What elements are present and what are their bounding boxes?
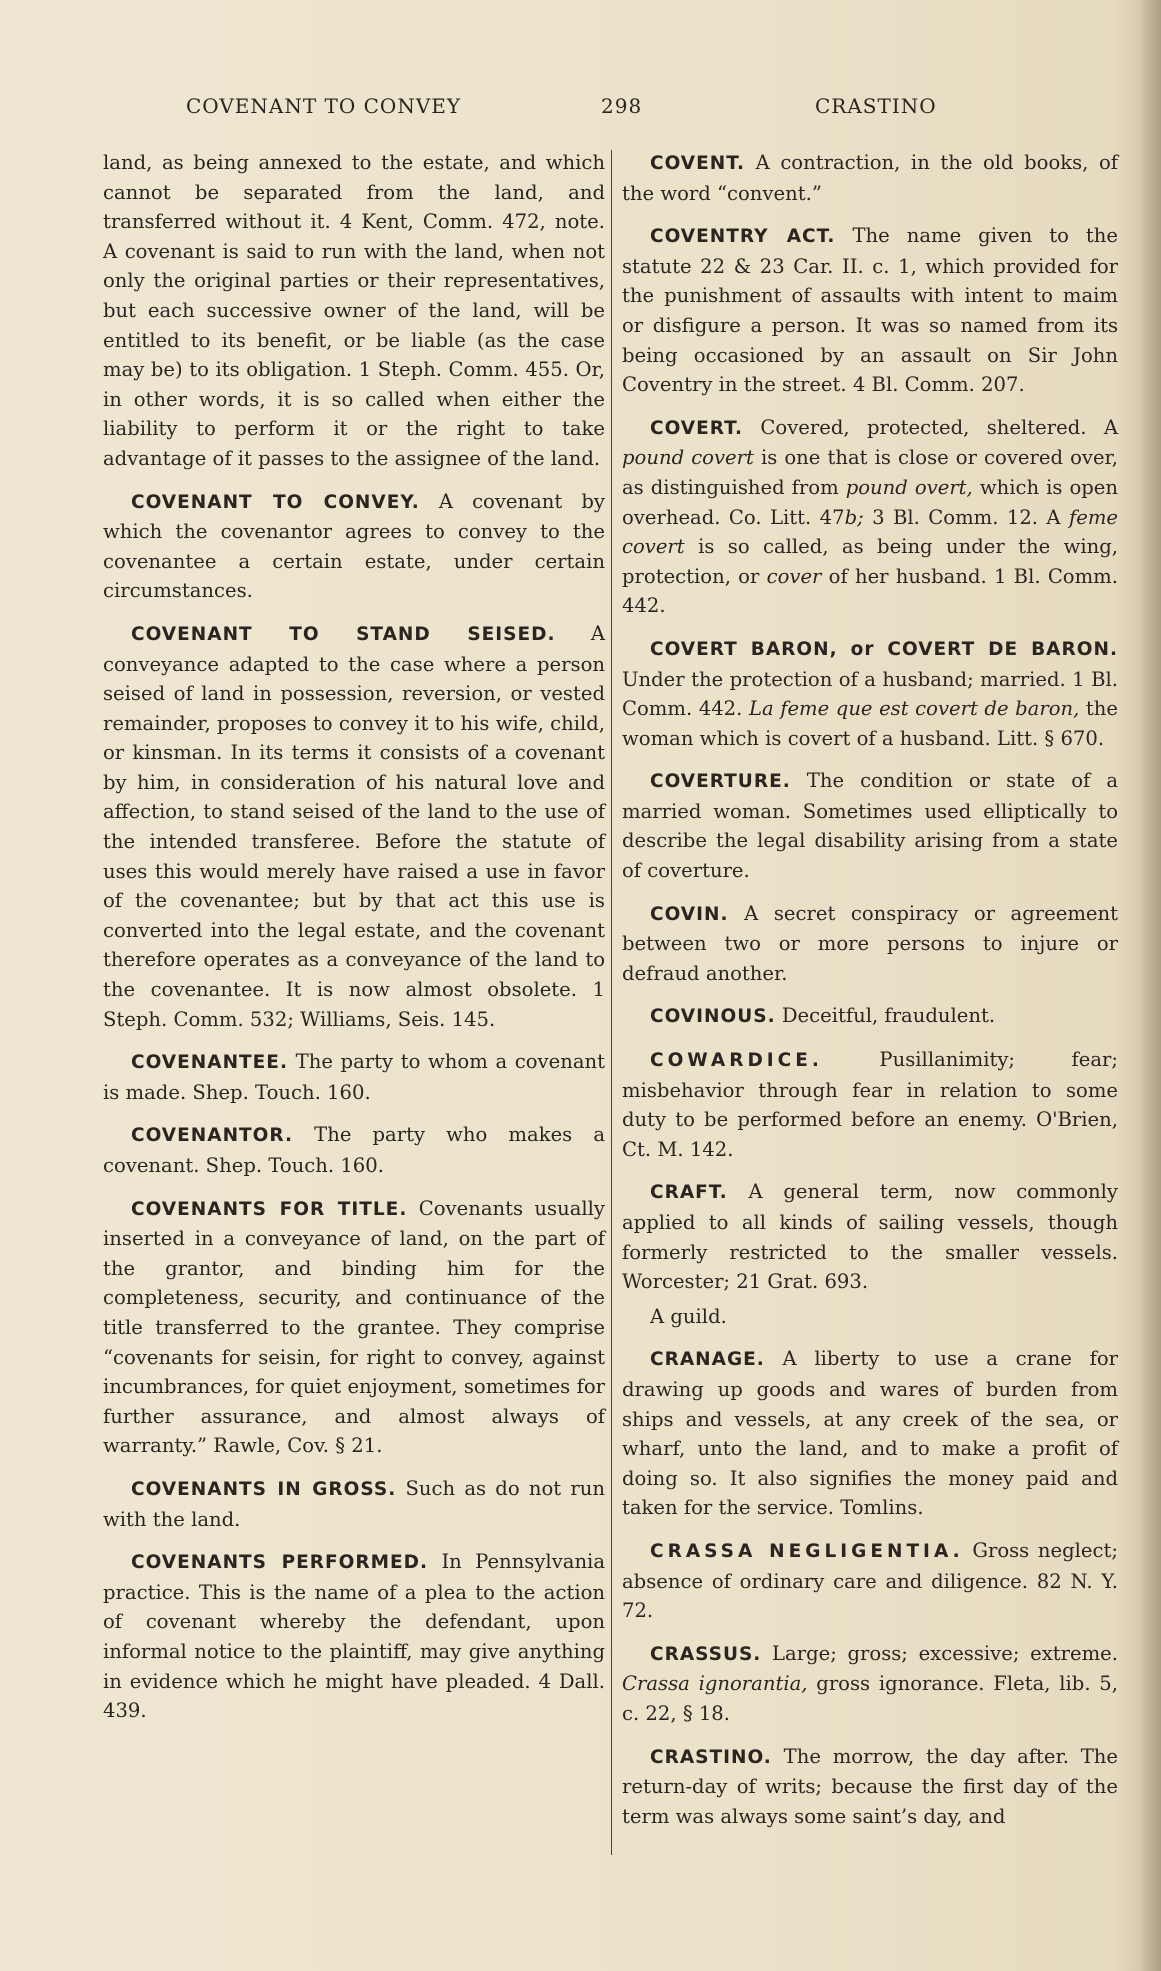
entry-crassus <box>622 1639 1118 1729</box>
entry-headword: CRASSA NEGLIGENTIA. <box>650 1540 964 1562</box>
entry-covenants-in-gross <box>103 1474 605 1534</box>
entry-covenants-for-title <box>103 1194 605 1461</box>
header-right-guide-word: CRASTINO <box>815 94 937 118</box>
entry-italic-term: pound covert <box>622 446 754 470</box>
entry-text: Under the protection of a husband; married. 1 Bl. Comm. 442. <box>622 667 1118 721</box>
entry-coventry-act <box>622 221 1118 400</box>
entry-italic-term: feme covert <box>622 505 1118 559</box>
entry-text: land, as being annexed to the estate, and which cannot be separated from the land, and transferred without it. 4 Kent, Comm. 472, note. A covenant is said to run with the land, when not only the original parties or their representatives, but each successive owner of the land, will be entitled to its benefit, or be liable (as the case may be) to its obligation. 1 Steph. Comm. 455. Or, in other words, it is so called when either the liability to perform it or the right to take advantage of it passes to the assignee of the land. <box>103 151 605 470</box>
entry-covert-baron <box>622 634 1118 753</box>
entry-craft-sense-2 <box>622 1302 1118 1332</box>
entry-headword: COVERT. <box>650 417 744 439</box>
entry-headword: COVENANTS PERFORMED. <box>131 1552 429 1574</box>
right-column <box>622 148 1118 1844</box>
entry-headword: COVENT. <box>650 153 746 174</box>
entry-text: is so called, as being under the wing, protection, or <box>622 535 1118 588</box>
entry-italic-term: pound overt, <box>845 475 973 499</box>
entry-text: A liberty to use a crane for drawing up goods and wares of burden from ships and vessels, at any creek of the sea, or wharf, unto the land, and to make a profit of doing so. It also signifies the money paid and taken for the service. Tomlins. <box>622 1347 1118 1520</box>
entry-italic-term: La feme que est covert de baron, <box>748 697 1080 721</box>
entry-coverture <box>622 766 1118 885</box>
entry-cowardice <box>622 1045 1118 1164</box>
entry-headword: COVINOUS. <box>650 1006 776 1028</box>
entry-headword: CRASSUS. <box>650 1643 762 1665</box>
entry-italic-term: Crassa ignorantia, <box>622 1672 808 1696</box>
entry-text: The condition or state of a married woman. Sometimes used elliptically to describe the legal disability arising from a state of coverture. <box>622 769 1118 883</box>
entry-headword: COWARDICE. <box>650 1050 823 1072</box>
entry-headword: COVENANTOR. <box>131 1125 294 1147</box>
entry-headword: COVENTRY ACT. <box>650 226 836 248</box>
page-edge-shadow <box>1139 0 1161 1971</box>
entry-covenant-to-convey <box>103 487 605 606</box>
entry-covenantor <box>103 1120 605 1180</box>
entry-text: The party who makes a covenant. Shep. Touch. 160. <box>103 1123 605 1177</box>
entry-headword: COVENANTS FOR TITLE. <box>131 1198 408 1220</box>
entry-text: Deceitful, fraudulent. <box>781 1004 996 1028</box>
header-left-guide-word: COVENANT TO CONVEY <box>186 94 462 118</box>
entry-crassa-negligentia <box>622 1536 1118 1626</box>
entry-text: The morrow, the day after. The return-day of writs; because the first day of the term was always some saint’s day, and <box>622 1744 1119 1828</box>
entry-covert <box>622 413 1118 621</box>
entry-crastino <box>622 1742 1118 1832</box>
entry-text: A general term, now commonly applied to all kinds of sailing vessels, though formerly restricted to the smaller vessels. Worcester; 21 Grat. 693. <box>622 1180 1118 1294</box>
entry-headword: COVENANTEE. <box>131 1052 288 1074</box>
entry-text: 3 Bl. Comm. 12. A <box>863 505 1069 529</box>
entry-headword: COVIN. <box>650 903 729 925</box>
entry-text: A contraction, in the old books, of the word “convent.” <box>622 151 1118 205</box>
entry-text: Covenants usually inserted in a conveyance of land, on the part of the grantor, and binding him for the completeness, security, and continuance of the title transferred to the grantee. They comprise “covenants for seisin, for right to convey, against incumbrances, for quiet enjoyment, sometimes for further assurance, and almost always of warranty.” Rawle, Cov. § 21. <box>103 1196 606 1458</box>
entry-headword: CRANAGE. <box>650 1349 765 1371</box>
entry-cranage <box>622 1344 1118 1523</box>
entry-headword: COVERT BARON, or COVERT DE BARON. <box>650 638 1118 660</box>
entry-text: Pusillanimity; fear; misbehavior through fear in relation to some duty to be performed before an enemy. O'Brien, Ct. M. 142. <box>622 1048 1119 1161</box>
entry-covinous <box>622 1001 1118 1032</box>
entry-headword: COVENANT TO STAND SEISED. <box>131 623 556 645</box>
entry-covin <box>622 899 1118 989</box>
entry-headword: COVENANTS IN GROSS. <box>131 1478 397 1500</box>
entry-text: The party to whom a covenant is made. Shep. Touch. 160. <box>103 1050 606 1104</box>
entry-headword: CRASTINO. <box>650 1746 772 1768</box>
entry-text: A covenant by which the covenantor agrees to convey to the covenantee a certain estate, under certain circumstances. <box>103 489 606 603</box>
entry-text: A conveyance adapted to the case where a person seised of land in possession, reversion, or vested remainder, proposes to convey it to his wife, child, or kinsman. In its terms it consists of a covenant by him, in consideration of his natural love and affection, to stand seised of the land to the use of the intended transferee. Before the statute of uses this would merely have raised a use in favor of the covenantee; but by that act this use is converted into the legal estate, and the covenant therefore operates as a conveyance of the land to the covenantee. It is now almost obsolete. 1 Steph. Comm. 532; Williams, Seis. 145. <box>103 621 606 1031</box>
column-divider <box>611 150 612 1855</box>
entry-text: Such as do not run with the land. <box>103 1476 605 1531</box>
entry-text: A secret conspiracy or agreement between two or more persons to injure or defraud another. <box>622 901 1119 985</box>
entry-covenantee <box>103 1047 605 1107</box>
entry-italic-term: cover <box>766 564 822 588</box>
left-column <box>103 148 605 1739</box>
entry-headword: CRAFT. <box>650 1182 728 1204</box>
entry-text: A guild. <box>650 1304 727 1328</box>
entry-text: In Pennsylvania practice. This is the name of a plea to the action of covenant whereby the defendant, upon informal notice to the plaintiff, may give anything in evidence which he might have pleaded. 4 Dall. 439. <box>103 1550 606 1723</box>
entry-text: Gross neglect; absence of ordinary care and diligence. 82 N. Y. 72. <box>622 1538 1118 1623</box>
entry-craft <box>622 1177 1118 1296</box>
entry-italic-term: b; <box>844 505 864 529</box>
entry-headword: COVENANT TO CONVEY. <box>131 491 420 513</box>
entry-text: the woman which is covert of a husband. Litt. § 670. <box>622 697 1118 750</box>
entry-covenant-to-stand-seised <box>103 619 605 1034</box>
entry-headword: COVERTURE. <box>650 771 791 793</box>
running-header <box>0 94 1161 124</box>
entry-covenant-running-continued <box>103 148 605 474</box>
entry-text: Large; gross; excessive; extreme. <box>772 1641 1118 1665</box>
entry-covent <box>622 148 1118 208</box>
entry-text: gross ignorance. Fleta, lib. 5, c. 22, § 18. <box>622 1672 1118 1725</box>
entry-text: The name given to the statute 22 & 23 Car. II. c. 1, which provided for the punishment of assaults with intent to maim or disfigure a person. It was so named from its being occasioned by an assault on Sir John Coventry in the street. 4 Bl. Comm. 207. <box>622 224 1119 397</box>
page-number: 298 <box>601 94 643 118</box>
entry-text: of her husband. 1 Bl. Comm. 442. <box>622 564 1118 618</box>
entry-text: which is open overhead. Co. Litt. 47 <box>622 475 1119 529</box>
entry-text: is one that is close or covered over, as distinguished from <box>622 446 1118 499</box>
entry-covenants-performed <box>103 1547 605 1726</box>
entry-text: Covered, protected, sheltered. A <box>760 415 1118 439</box>
